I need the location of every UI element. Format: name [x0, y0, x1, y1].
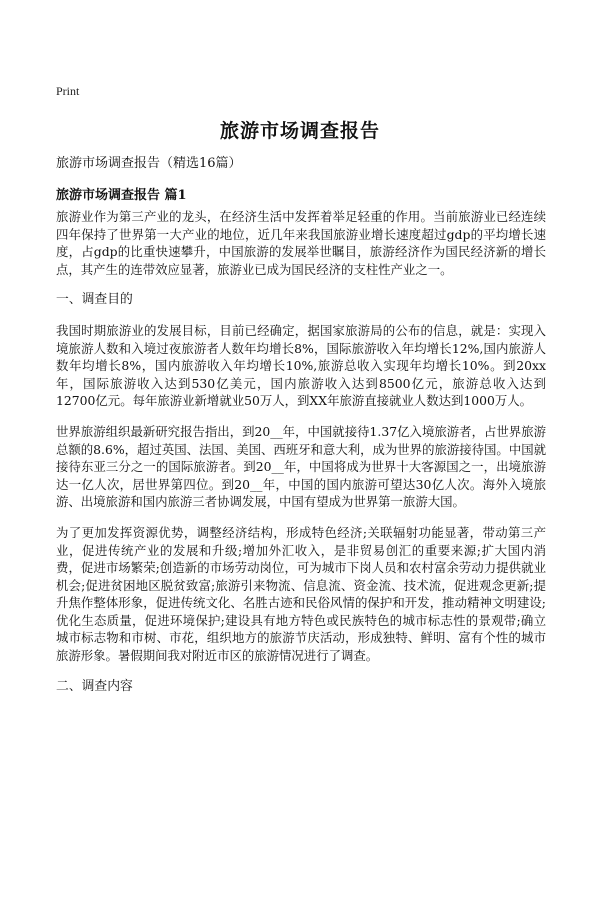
article-body [56, 208, 546, 708]
print-link[interactable]: Print [56, 84, 80, 98]
paragraph-resource-advantages: 为了更加发挥资源优势，调整经济结构，形成特色经济;关联辐射功能显著，带动第三产业，促进传统产业的发展和升级;增加外汇收入，是非贸易创汇的重要来源;扩大国内消费，促进市场繁荣;创造新的市场劳动岗位，可为城市下岗人员和农村富余劳动力提供就业机会;促进贫困地区脱贫致富;旅游引来物流、信息流、资金流、技术流，促进观念更新;提升焦作整体形象，促进传统文化、名胜古迹和民俗风情的保护和开发，推动精神文明建设;优化生态质量，促进环境保护;建设具有地方特色或民族特色的城市标志性的景观带;确立城市标志物和市树、市花，组织地方的旅游节庆活动，形成独特、鲜明、富有个性的城市旅游形象。暑假期间我对附近市区的旅游情况进行了调查。 [56, 524, 546, 664]
heading-survey-content: 二、调查内容 [56, 678, 133, 694]
document-subtitle: 旅游市场调查报告（精选16篇） [56, 156, 242, 171]
paragraph-development-goals: 我国时期旅游业的发展目标，目前已经确定，据国家旅游局的公布的信息，就是：实现入境旅游人数和入境过夜旅游者人数年均增长8%，国际旅游收入年均增长12%,国内旅游人数年均增长8%，国内旅游收入年均增长10%,旅游总收入实现年均增长10%。到20xx年，国际旅游收入达到530亿美元，国内旅游收入达到8500亿元，旅游总收入达到12700亿元。每年旅游业新增就业50万人，到XX年旅游直接就业人数达到1000万人。 [56, 322, 546, 409]
heading-survey-purpose: 一、调查目的 [56, 292, 133, 308]
section-title: 旅游市场调查报告 篇1 [56, 188, 187, 203]
intro-paragraph: 旅游业作为第三产业的龙头，在经济生活中发挥着举足轻重的作用。当前旅游业已经连续四年保持了世界第一大产业的地位，近几年来我国旅游业增长速度超过gdp的平均增长速度，占gdp的比重快速攀升，中国旅游的发展举世瞩目，旅游经济作为国民经济新的增长点，其产生的连带效应显著，旅游业已成为国民经济的支柱性产业之一。 [56, 209, 546, 277]
page-title: 旅游市场调查报告 [219, 120, 380, 142]
paragraph-world-tourism-report: 世界旅游组织最新研究报告指出，到20__年，中国就接待1.37亿入境旅游者，占世界旅游总额的8.6%，超过英国、法国、美国、西班牙和意大利，成为世界的旅游接待国。中国就接待东亚三分之一的国际旅游者。到20__年，中国将成为世界十大客源国之一，出境旅游达一亿人次，居世界第四位。到20__年，中国的国内旅游可望达30亿人次。海外入境旅游、出境旅游和国内旅游三者协调发展，中国有望成为世界第一旅游大国。 [56, 423, 546, 510]
